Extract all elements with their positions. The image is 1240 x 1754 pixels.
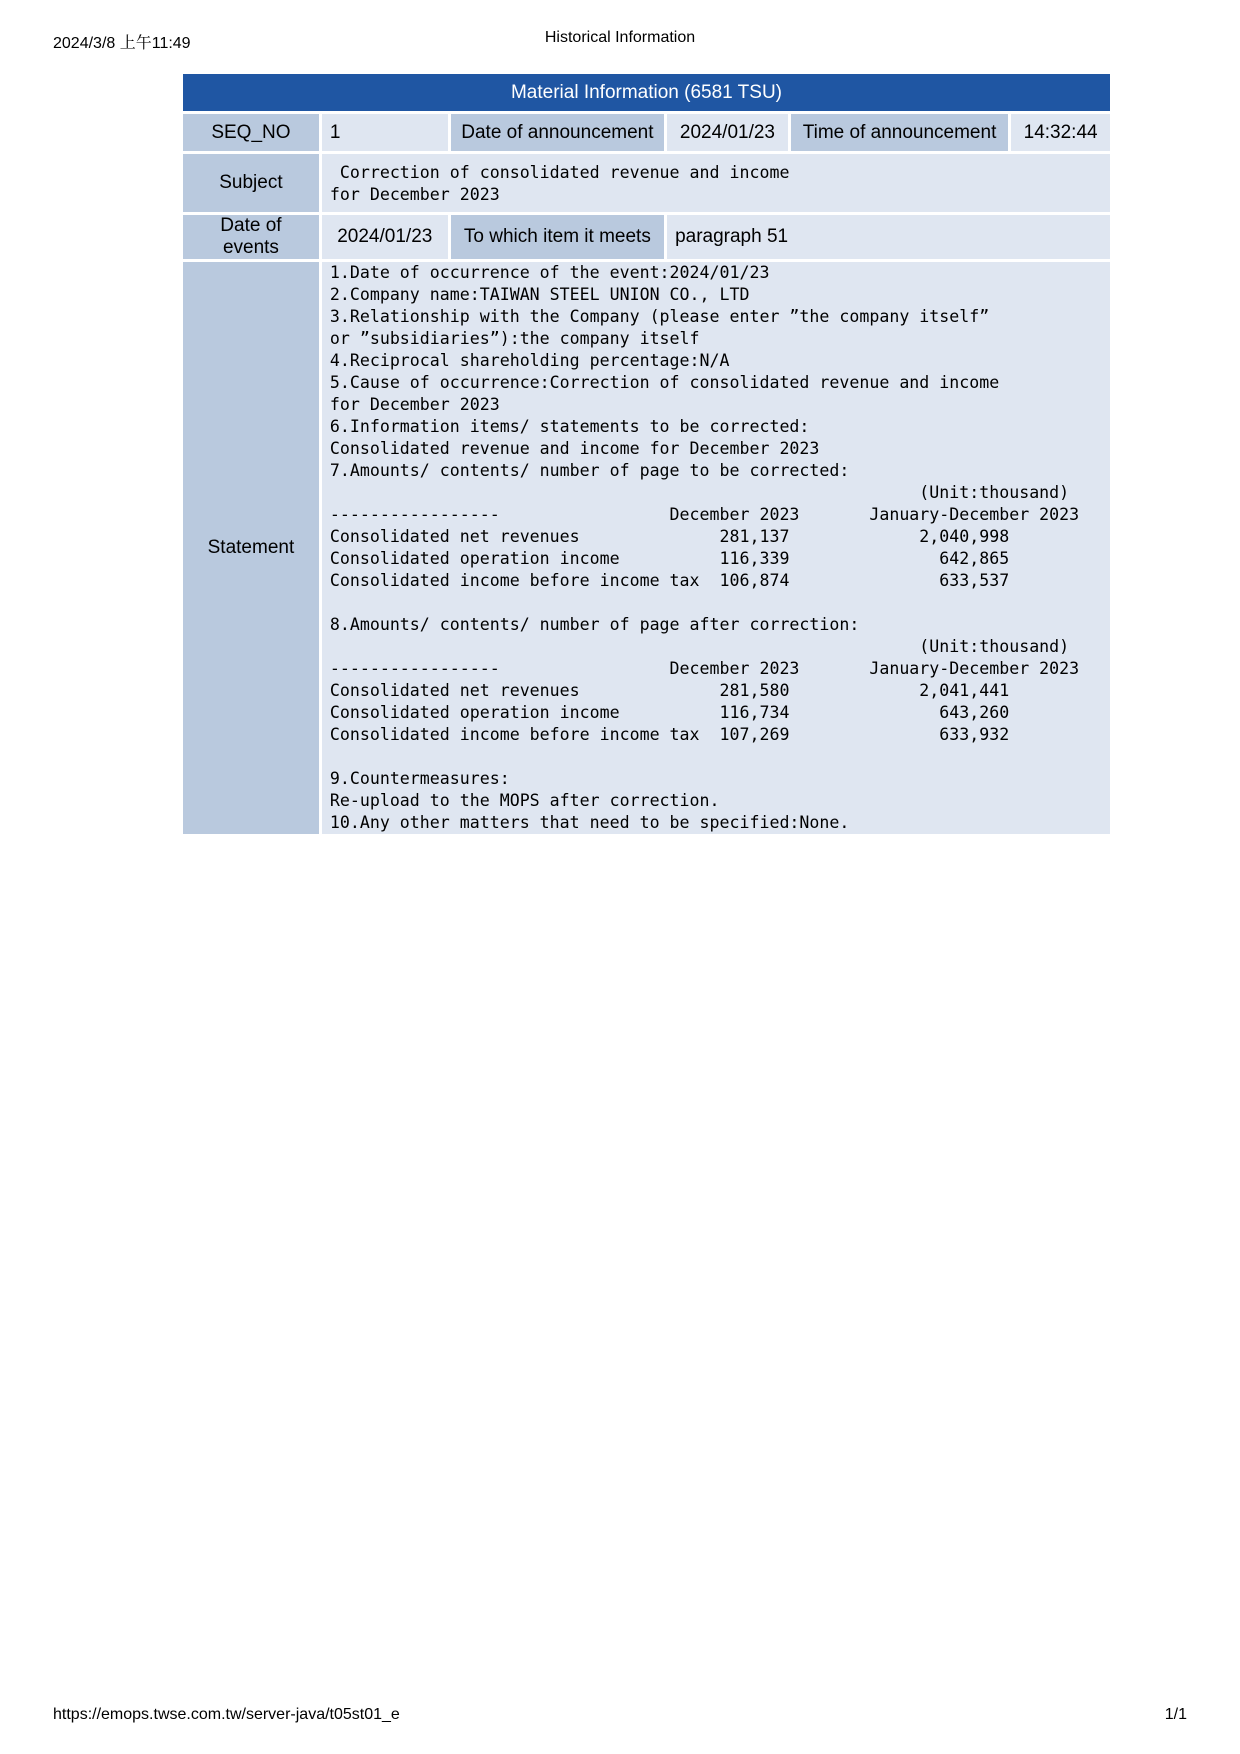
item-value: paragraph 51 bbox=[667, 215, 1110, 259]
date-of-announcement-value: 2024/01/23 bbox=[667, 114, 788, 151]
print-date: 2024/3/8 上午11:49 bbox=[53, 35, 191, 52]
subject-value: Correction of consolidated revenue and income for December 2023 bbox=[329, 163, 790, 204]
statement-text: 1.Date of occurrence of the event:2024/01/23 2.Company name:TAIWAN STEEL UNION CO., LTD 3.Relationship with the Company (please enter ”the company itself” or ”subsidiaries”):the company itself 4.Reciprocal shareholding percentage:N/A 5.Cause of occurrence:Correction of consolidated revenue and income for December 2023 6.Information items/ statements to be corrected: Consolidated revenue and income for December 2023 7.Amounts/ contents/ number of page to be corrected: (Unit:thousand) ----------------- December 2023 January-December 2023 Consolidated net revenues 281,137 2,040,998 Consolidated operation income 116,339 642,865 Consolidated income before income tax 106,874 633,537 8.Amounts/ contents/ number of page after correction: (Unit:thousand) ----------------- December 2023 January-December 2023 Consolidated net revenues 281,580 2,041,441 Consolidated operation income 116,734 643,260 Consolidated income before income tax 107,269 633,932 9.Countermeasures: Re-upload to the MOPS after correction. 10.Any other matters that need to be specified:None. bbox=[329, 263, 1080, 832]
material-information-table bbox=[180, 71, 1113, 837]
footer-url: https://emops.twse.com.tw/server-java/t05st01_e bbox=[53, 1706, 400, 1723]
item-label: To which item it meets bbox=[451, 215, 664, 259]
date-of-events-value: 2024/01/23 bbox=[322, 215, 448, 259]
subject-label: Subject bbox=[183, 154, 319, 212]
date-of-events-label: Date of events bbox=[183, 215, 319, 259]
seq-no-label: SEQ_NO bbox=[183, 114, 319, 151]
statement-cell bbox=[322, 262, 1110, 834]
seq-no-value: 1 bbox=[322, 114, 448, 151]
date-of-announcement-label: Date of announcement bbox=[451, 114, 664, 151]
print-title: Historical Information bbox=[544, 29, 696, 46]
subject-cell bbox=[322, 154, 1110, 212]
statement-label: Statement bbox=[183, 262, 319, 834]
footer-page-number: 1/1 bbox=[1164, 1706, 1187, 1723]
time-of-announcement-label: Time of announcement bbox=[791, 114, 1008, 151]
table-title: Material Information (6581 TSU) bbox=[183, 74, 1110, 111]
time-of-announcement-value: 14:32:44 bbox=[1011, 114, 1110, 151]
